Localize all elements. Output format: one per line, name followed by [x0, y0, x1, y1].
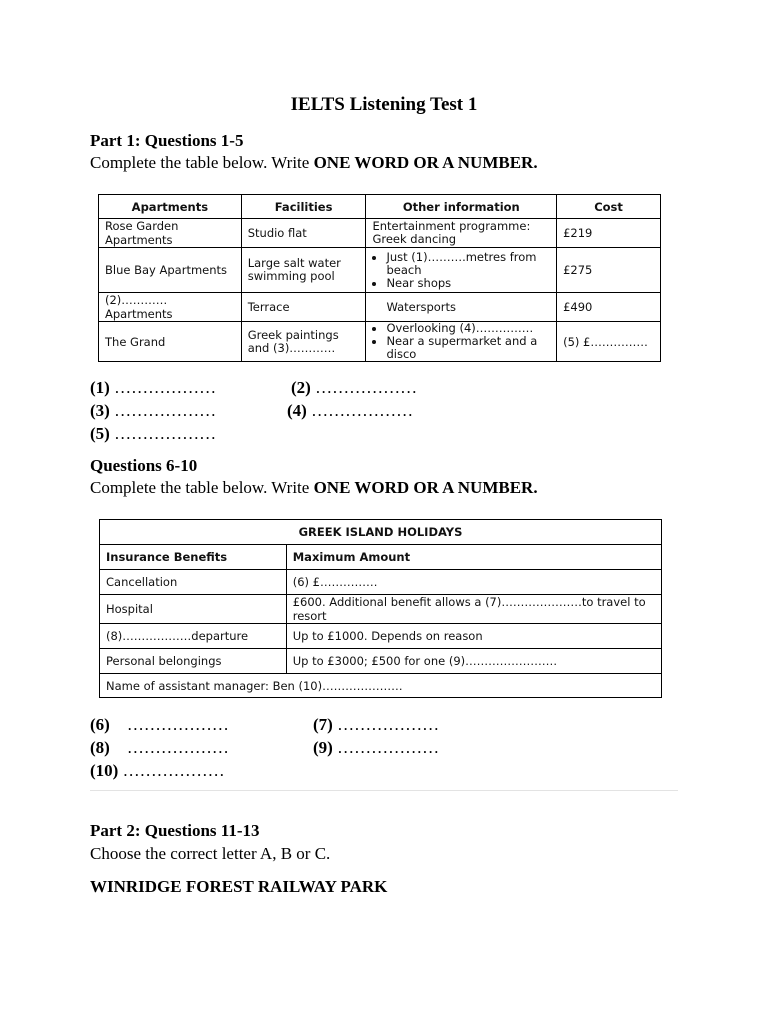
answer-number: (8)	[90, 738, 110, 757]
answer-number: (3)	[90, 401, 110, 420]
answer-blank[interactable]: ………………	[311, 401, 414, 420]
answer-3	[90, 401, 216, 421]
benefit-cell: Personal belongings	[100, 649, 287, 674]
questions-6-10-heading: Questions 6-10	[90, 456, 198, 475]
answer-blank[interactable]: ………………	[114, 424, 217, 443]
answer-10	[90, 761, 225, 781]
other-information-cell	[366, 322, 557, 362]
table-row	[99, 219, 661, 248]
answer-6	[90, 715, 229, 735]
answer-blank[interactable]: ………………	[114, 378, 217, 397]
answer-blank[interactable]: ………………	[337, 738, 440, 757]
cost-cell: £275	[557, 248, 661, 293]
part1-instruction	[90, 153, 538, 173]
part1-instruction-prefix: Complete the table below. Write	[90, 153, 314, 172]
answer-number: (9)	[313, 738, 333, 757]
table-row	[100, 570, 662, 595]
insurance-table	[99, 519, 662, 698]
answer-1	[90, 378, 216, 398]
cost-cell: £219	[557, 219, 661, 248]
answer-4	[287, 401, 413, 421]
answer-blank[interactable]: ………………	[122, 761, 225, 780]
answer-8	[90, 738, 229, 758]
part2-subheading: WINRIDGE FOREST RAILWAY PARK	[90, 877, 388, 896]
instruction-prefix: Complete the table below. Write	[90, 478, 314, 497]
facilities-cell: Terrace	[241, 293, 366, 322]
column-header-facilities: Facilities	[241, 195, 366, 219]
answer-number: (7)	[313, 715, 333, 734]
table-row	[99, 322, 661, 362]
column-header-maximum-amount: Maximum Amount	[286, 545, 661, 570]
apartment-cell: The Grand	[99, 322, 242, 362]
answer-number: (10)	[90, 761, 119, 780]
cost-cell: (5) £……………	[557, 322, 661, 362]
table-title-row	[100, 520, 662, 545]
part2-heading: Part 2: Questions 11-13	[90, 821, 260, 840]
amount-cell: Up to £1000. Depends on reason	[286, 624, 661, 649]
answer-number: (5)	[90, 424, 110, 443]
amount-cell: Up to £3000; £500 for one (9)……………………	[286, 649, 661, 674]
other-information-cell: Entertainment programme: Greek dancing	[366, 219, 557, 248]
part1-heading: Part 1: Questions 1-5	[90, 131, 244, 150]
answer-number: (6)	[90, 715, 110, 734]
column-header-other-information: Other information	[366, 195, 557, 219]
table-footer: Name of assistant manager: Ben (10)…………………	[100, 674, 662, 698]
table-row	[100, 649, 662, 674]
bullet-item: • Near shops	[386, 277, 550, 290]
apartment-cell: (2)…………Apartments	[99, 293, 242, 322]
answer-7	[313, 715, 439, 735]
other-information-cell	[366, 248, 557, 293]
bullet-item: • Overlooking (4)……………	[386, 322, 550, 335]
section-divider	[90, 790, 678, 791]
page-title: IELTS Listening Test 1	[290, 94, 478, 115]
table-row	[100, 624, 662, 649]
answer-9	[313, 738, 439, 758]
table-title: GREEK ISLAND HOLIDAYS	[100, 520, 662, 545]
amount-cell: £600. Additional benefit allows a (7)…………………to travel to resort	[286, 595, 661, 624]
column-header-insurance-benefits: Insurance Benefits	[100, 545, 287, 570]
column-header-apartments: Apartments	[99, 195, 242, 219]
answer-number: (2)	[291, 378, 311, 397]
facilities-cell: Greek paintings and (3)…………	[241, 322, 366, 362]
table-header-row	[100, 545, 662, 570]
benefit-cell: Cancellation	[100, 570, 287, 595]
answer-number: (1)	[90, 378, 110, 397]
part1-instruction-bold: ONE WORD OR A NUMBER.	[313, 153, 538, 172]
bullet-item: • Near a supermarket and a disco	[386, 335, 550, 361]
table-row	[99, 248, 661, 293]
answer-blank[interactable]: ………………	[126, 715, 229, 734]
answer-2	[291, 378, 417, 398]
part2-instruction: Choose the correct letter A, B or C.	[90, 844, 331, 863]
table-header-row	[99, 195, 661, 219]
benefit-cell: (8)………………departure	[100, 624, 287, 649]
apartment-cell: Blue Bay Apartments	[99, 248, 242, 293]
answer-blank[interactable]: ………………	[337, 715, 440, 734]
facilities-cell: Large salt water swimming pool	[241, 248, 366, 293]
answer-5	[90, 424, 216, 444]
other-information-cell: Watersports	[366, 293, 557, 322]
amount-cell: (6) £……………	[286, 570, 661, 595]
column-header-cost: Cost	[557, 195, 661, 219]
table-row	[100, 595, 662, 624]
answer-blank[interactable]: ………………	[315, 378, 418, 397]
bullet-item: • Just (1)……….metres from beach	[386, 251, 550, 277]
apartment-cell: Rose Garden Apartments	[99, 219, 242, 248]
table-row	[99, 293, 661, 322]
apartments-table	[98, 194, 661, 362]
cost-cell: £490	[557, 293, 661, 322]
questions-6-10-instruction	[90, 478, 538, 498]
answer-blank[interactable]: ………………	[126, 738, 229, 757]
facilities-cell: Studio flat	[241, 219, 366, 248]
answer-number: (4)	[287, 401, 307, 420]
answer-blank[interactable]: ………………	[114, 401, 217, 420]
benefit-cell: Hospital	[100, 595, 287, 624]
table-footer-row	[100, 674, 662, 698]
instruction-bold: ONE WORD OR A NUMBER.	[313, 478, 538, 497]
